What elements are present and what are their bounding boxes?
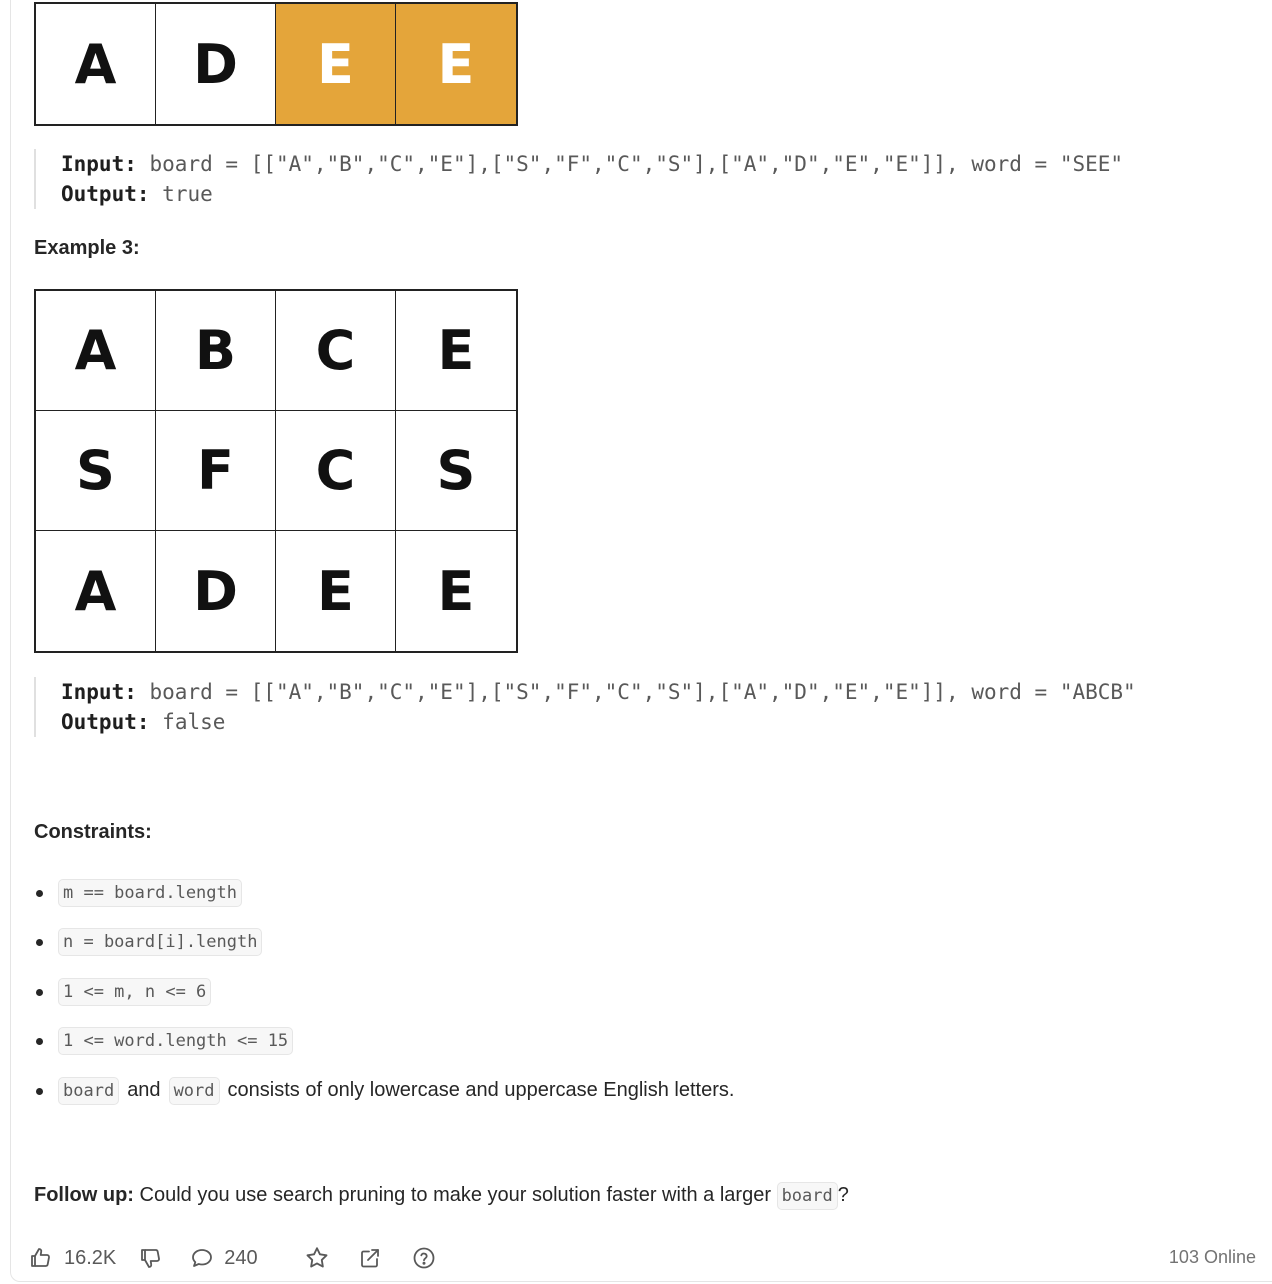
output-label: Output: [61,710,150,734]
thumbs-up-icon [28,1246,52,1270]
footer-toolbar [28,1241,436,1275]
input-label: Input: [61,152,137,176]
board-cell: S [36,411,156,531]
input-value: board = [["A","B","C","E"],["S","F","C","S"],["A","D","E","E"]], word = "SEE" [149,152,1124,176]
help-button[interactable] [412,1246,436,1270]
question-circle-icon [412,1246,436,1270]
thumbs-down-icon [138,1246,162,1270]
constraint-item [34,967,734,1017]
board-cell: D [156,531,276,651]
input-label: Input: [61,680,137,704]
board-cell-highlighted: E [396,4,516,124]
constraint-text: consists of only lowercase and uppercase English letters. [227,1079,735,1102]
example2-board [34,2,518,126]
board-cell: D [156,4,276,124]
external-link-icon [358,1246,382,1270]
board-cell: A [36,291,156,411]
board-cell: C [276,291,396,411]
follow-up-suffix: ? [837,1184,849,1206]
output-value: true [162,182,213,206]
inline-code: m == board.length [58,879,242,907]
inline-code: 1 <= m, n <= 6 [58,978,211,1006]
favorite-button[interactable] [304,1245,330,1271]
output-label: Output: [61,182,150,206]
follow-up-text: Could you use search pruning to make your solution faster with a larger [139,1184,771,1206]
constraint-item [34,868,734,918]
comment-count: 240 [224,1246,258,1269]
dislike-button[interactable] [138,1246,162,1270]
comments-button[interactable] [190,1246,257,1270]
inline-code: n = board[i].length [58,928,262,956]
board-cell: E [396,531,516,651]
inline-code: 1 <= word.length <= 15 [58,1027,293,1055]
example3-heading: Example 3: [34,237,140,259]
board-cell: B [156,291,276,411]
inline-code: word [169,1077,220,1105]
comment-icon [190,1246,214,1270]
board-cell-highlighted: E [276,4,396,124]
constraints-list [34,868,734,1116]
board-cell: A [36,4,156,124]
share-button[interactable] [358,1246,382,1270]
follow-up [34,1184,849,1207]
example2-io [34,149,1123,209]
like-button[interactable] [28,1246,116,1270]
input-value: board = [["A","B","C","E"],["S","F","C","S"],["A","D","E","E"]], word = "ABCB" [149,680,1136,704]
board-cell: E [396,291,516,411]
star-icon [304,1245,330,1271]
constraints-heading: Constraints: [34,821,152,843]
example3-io [34,677,1136,737]
constraint-item [34,1066,734,1116]
constraint-item [34,918,734,968]
inline-code: board [777,1182,838,1210]
board-cell: E [276,531,396,651]
constraint-text: and [127,1079,161,1102]
follow-up-label: Follow up: [34,1184,134,1206]
online-count: 103 Online [1168,1247,1256,1267]
inline-code: board [58,1077,119,1105]
example3-board [34,289,518,653]
like-count: 16.2K [64,1246,117,1269]
board-cell: A [36,531,156,651]
output-value: false [162,710,226,734]
board-cell: C [276,411,396,531]
board-cell: S [396,411,516,531]
board-cell: F [156,411,276,531]
constraint-item [34,1017,734,1067]
